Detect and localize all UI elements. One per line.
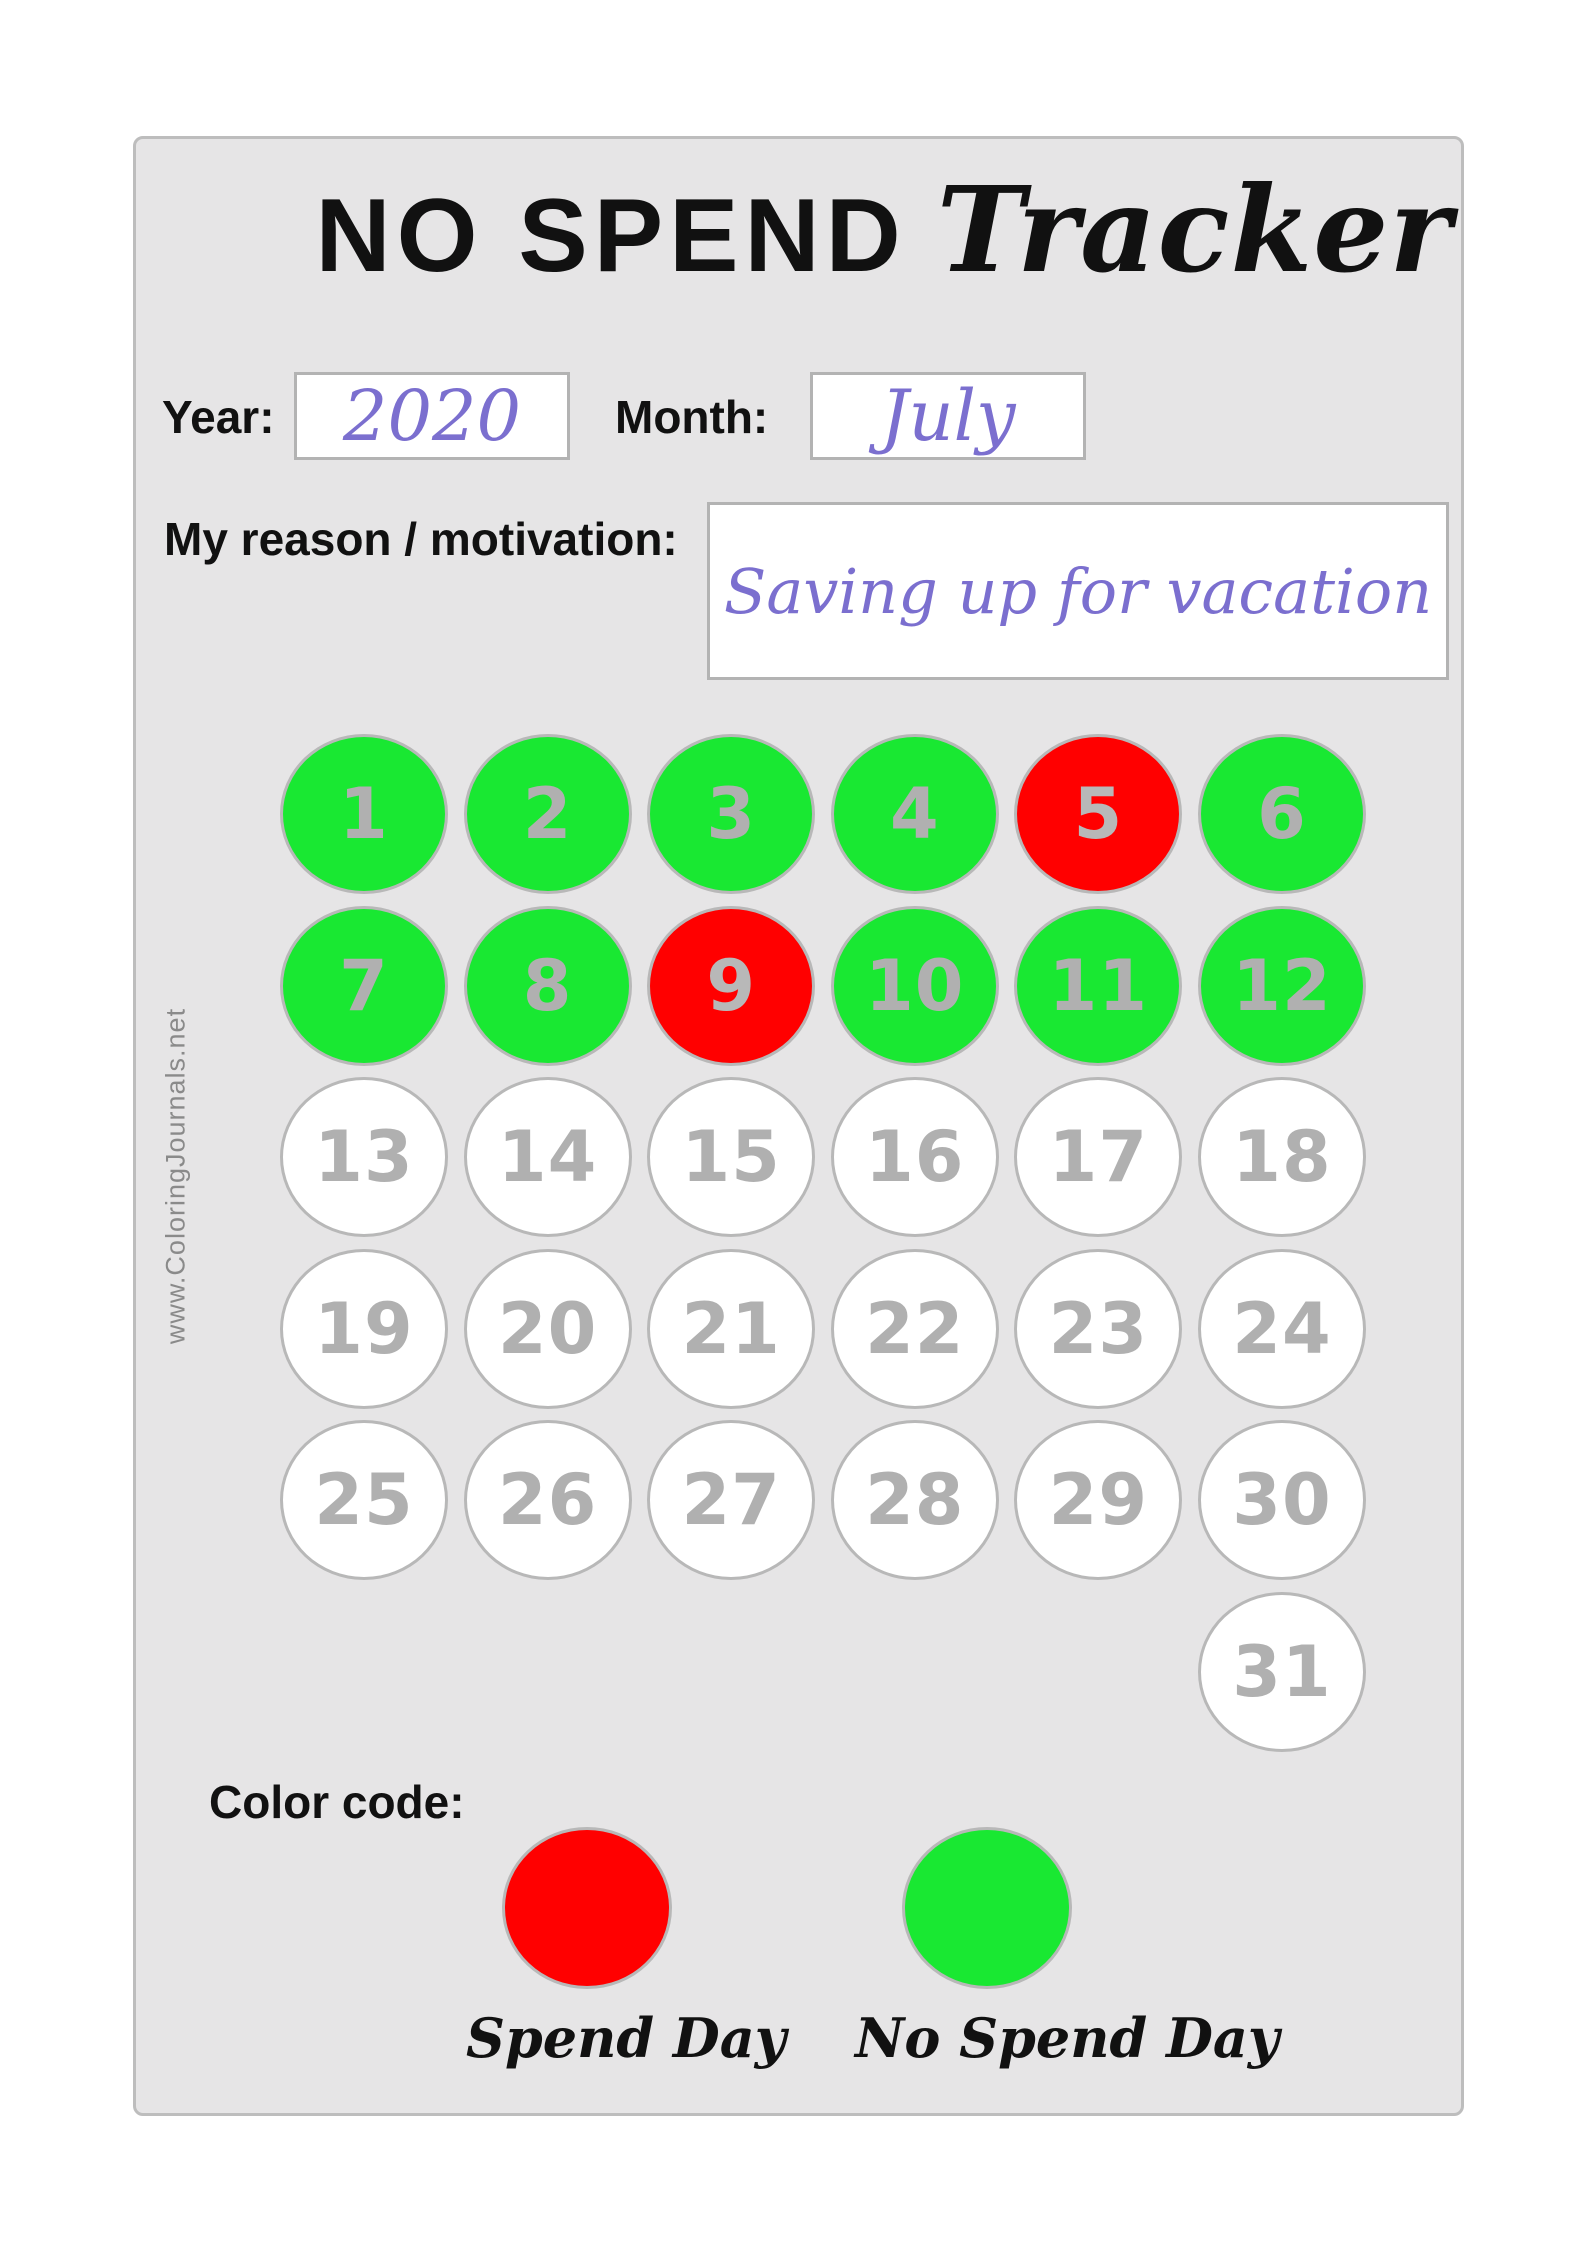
day-circle-26[interactable]: 26 — [464, 1420, 632, 1580]
day-circle-17[interactable]: 17 — [1014, 1077, 1182, 1237]
day-circle-29[interactable]: 29 — [1014, 1420, 1182, 1580]
reason-label: My reason / motivation: — [164, 513, 678, 565]
day-circle-12[interactable]: 12 — [1198, 906, 1366, 1066]
day-circle-23[interactable]: 23 — [1014, 1249, 1182, 1409]
year-field[interactable]: 2020 — [294, 372, 570, 460]
day-circle-13[interactable]: 13 — [280, 1077, 448, 1237]
day-circle-1[interactable]: 1 — [280, 734, 448, 894]
day-circle-20[interactable]: 20 — [464, 1249, 632, 1409]
day-circle-3[interactable]: 3 — [647, 734, 815, 894]
day-circle-8[interactable]: 8 — [464, 906, 632, 1066]
day-circle-31[interactable]: 31 — [1198, 1592, 1366, 1752]
month-field[interactable]: July — [810, 372, 1086, 460]
day-circle-16[interactable]: 16 — [831, 1077, 999, 1237]
day-circle-15[interactable]: 15 — [647, 1077, 815, 1237]
day-circle-6[interactable]: 6 — [1198, 734, 1366, 894]
legend-spend-label: Spend Day — [466, 2006, 787, 2070]
reason-field[interactable]: Saving up for vacation — [707, 502, 1449, 680]
day-circle-19[interactable]: 19 — [280, 1249, 448, 1409]
day-circle-18[interactable]: 18 — [1198, 1077, 1366, 1237]
day-circle-21[interactable]: 21 — [647, 1249, 815, 1409]
month-label: Month: — [615, 391, 769, 443]
year-label: Year: — [162, 391, 275, 443]
legend-no-spend-dot — [902, 1827, 1072, 1989]
day-circle-28[interactable]: 28 — [831, 1420, 999, 1580]
day-circle-30[interactable]: 30 — [1198, 1420, 1366, 1580]
watermark-text: www.ColoringJournals.net — [160, 1007, 191, 1345]
color-code-label: Color code: — [209, 1776, 465, 1828]
day-circle-24[interactable]: 24 — [1198, 1249, 1366, 1409]
legend-spend-dot — [502, 1827, 672, 1989]
day-circle-25[interactable]: 25 — [280, 1420, 448, 1580]
day-circle-14[interactable]: 14 — [464, 1077, 632, 1237]
page-title — [0, 160, 1588, 299]
calendar-grid — [280, 734, 1370, 1754]
title-no-spend: NO SPEND — [315, 178, 907, 294]
day-circle-4[interactable]: 4 — [831, 734, 999, 894]
day-circle-5[interactable]: 5 — [1014, 734, 1182, 894]
day-circle-10[interactable]: 10 — [831, 906, 999, 1066]
day-circle-7[interactable]: 7 — [280, 906, 448, 1066]
day-circle-11[interactable]: 11 — [1014, 906, 1182, 1066]
title-tracker: Tracker — [936, 160, 1453, 299]
day-circle-22[interactable]: 22 — [831, 1249, 999, 1409]
day-circle-9[interactable]: 9 — [647, 906, 815, 1066]
legend-no-spend-label: No Spend Day — [855, 2006, 1280, 2070]
day-circle-27[interactable]: 27 — [647, 1420, 815, 1580]
day-circle-2[interactable]: 2 — [464, 734, 632, 894]
